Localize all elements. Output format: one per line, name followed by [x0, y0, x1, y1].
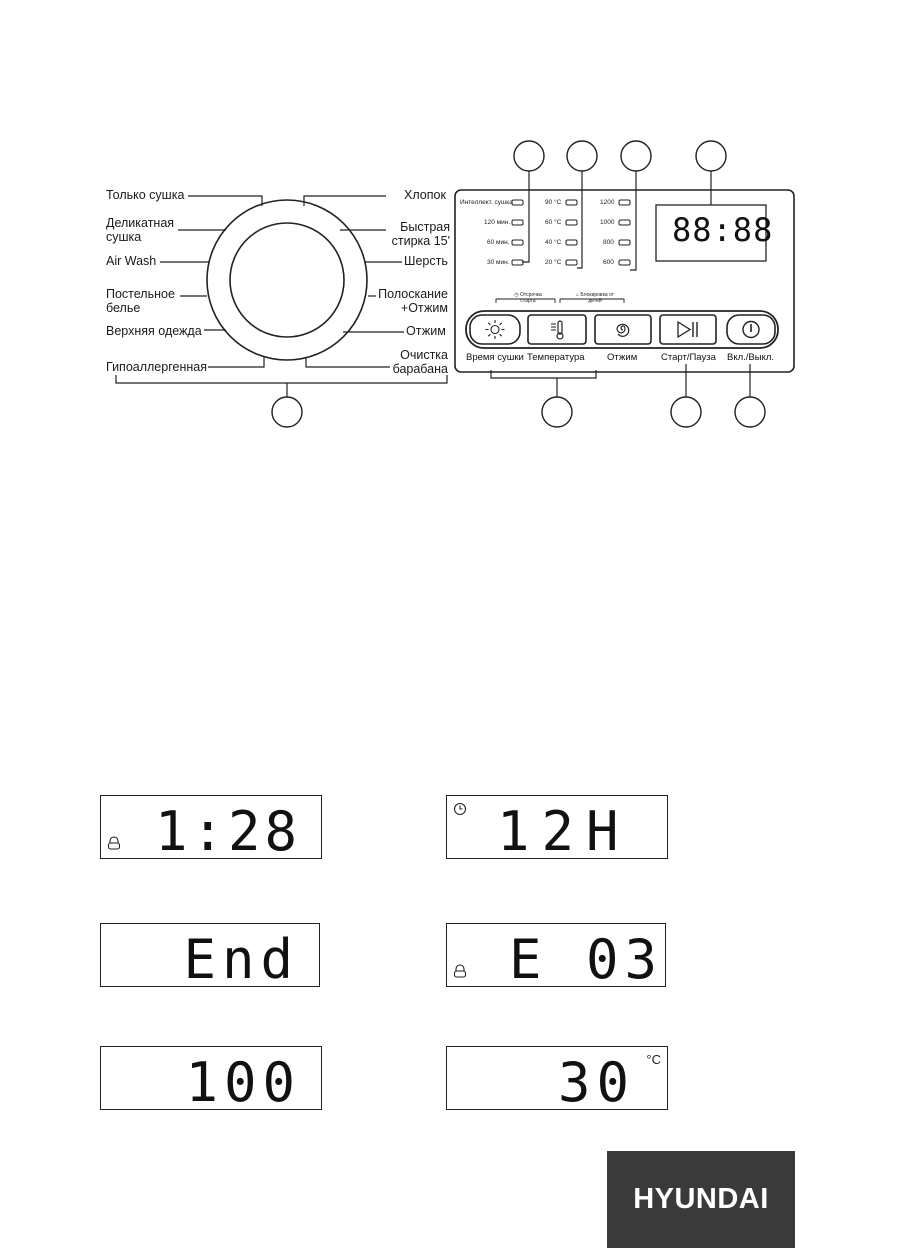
sun-icon — [470, 315, 520, 344]
program-label: Хлопок — [404, 188, 446, 202]
lcd-example — [446, 1046, 668, 1114]
child-lock-group-label: ⌂ Блокировка от детей — [575, 292, 615, 304]
dry-time-option: 120 мин. — [484, 219, 511, 226]
button-label: Температура — [527, 352, 585, 363]
dry-time-option: 60 мин. — [487, 239, 510, 246]
temperature-option: 20 °C — [545, 259, 562, 266]
button-label: Старт/Пауза — [661, 352, 716, 363]
lcd-text: E 03 — [509, 928, 664, 991]
button-label: Время сушки — [466, 352, 524, 363]
panel-display: 88:88 — [672, 211, 774, 249]
spin-button[interactable] — [595, 315, 651, 344]
lcd-text: 100 — [185, 1051, 301, 1114]
spin-icon — [595, 315, 651, 344]
program-label: Полоскание +Отжим — [378, 287, 448, 315]
spin-option: 1000 — [600, 219, 615, 226]
lcd-text: 1:28 — [154, 800, 301, 863]
program-label: Постельное белье — [106, 287, 175, 315]
power-button[interactable] — [727, 315, 775, 344]
lock-icon: ⌂ — [575, 292, 580, 298]
brand-logo: HYUNDAI — [607, 1151, 795, 1248]
program-label: Очистка барабана — [392, 348, 448, 376]
spin-option: 800 — [603, 239, 614, 246]
dial-outer-ring — [207, 200, 367, 360]
power-icon — [727, 315, 775, 344]
celsius-unit: °C — [646, 1052, 661, 1067]
button-label: Отжим — [607, 352, 638, 363]
thermometer-icon — [528, 315, 586, 344]
callout-circle-dial — [272, 397, 302, 427]
delay-start-group-label: ◷ Отсрочка старта — [514, 292, 542, 304]
dry-time-button[interactable] — [470, 315, 520, 344]
lcd-example — [100, 1046, 322, 1114]
program-label: Верхняя одежда — [106, 324, 202, 338]
program-label: Отжим — [406, 324, 446, 338]
play-pause-icon — [660, 315, 716, 344]
dry-time-option: 30 мин. — [487, 259, 510, 266]
temperature-option: 90 °C — [545, 199, 562, 206]
program-label: Деликатная сушка — [106, 216, 175, 244]
button-label: Вкл./Выкл. — [727, 352, 775, 363]
program-label: Быстрая стирка 15' — [391, 220, 450, 248]
lcd-text: 30 — [557, 1051, 635, 1114]
clock-icon: ◷ — [514, 292, 519, 298]
lcd-text: 12H — [497, 800, 631, 863]
temperature-button[interactable] — [528, 315, 586, 344]
lock-icon — [453, 964, 467, 978]
program-label: Шерсть — [404, 254, 448, 268]
lcd-example — [100, 795, 322, 863]
lcd-example — [446, 795, 668, 863]
program-label: Только сушка — [106, 188, 185, 202]
start-pause-button[interactable] — [660, 315, 716, 344]
spin-option: 600 — [603, 259, 614, 266]
clock-icon — [453, 802, 467, 816]
program-label: Гипоаллергенная — [106, 360, 207, 374]
dial-inner-ring — [230, 223, 344, 337]
lcd-example — [446, 923, 666, 991]
lock-icon — [107, 836, 121, 850]
dry-time-option: Интеллект. сушка — [460, 199, 513, 206]
lcd-text: End — [183, 928, 299, 991]
temperature-option: 40 °C — [545, 239, 562, 246]
spin-option: 1200 — [600, 199, 615, 206]
temperature-option: 60 °C — [545, 219, 562, 226]
lcd-example — [100, 923, 320, 991]
program-label: Air Wash — [106, 254, 157, 268]
